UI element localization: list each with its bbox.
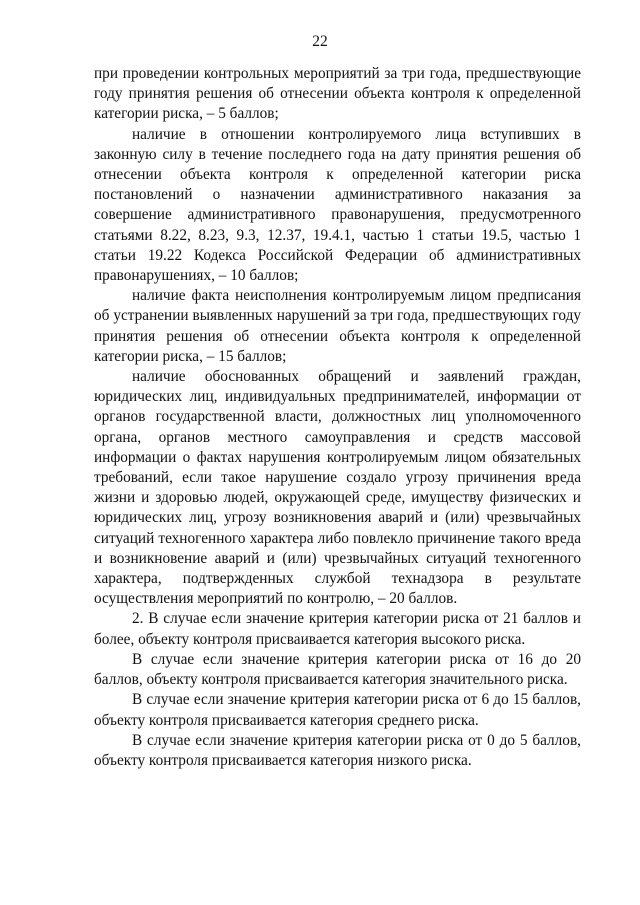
paragraph-administrative-penalties: наличие в отношении контролируемого лица вступивших в законную силу в течение последнего года на дату принятия решения об отнесении объекта контроля к определенной категории риска постановлений о назначении административного наказания за совершение административного правонарушения, предусмотренного статьями 8.22, 8.23, 9.3, 12.37, 19.4.1, частью 1 статьи 19.5, частью 1 статьи 19.22 Кодекса Российской Федерации об административных правонарушениях, – 10 баллов; — [94, 125, 581, 285]
paragraph-significant-risk: В случае если значение критерия категории риска от 16 до 20 баллов, объекту контроля присваивается категория значительного риска. — [94, 650, 581, 689]
paragraph-continuation: при проведении контрольных мероприятий за три года, предшествующие году принятия решения об отнесении объекта контроля к определенной категории риска, – 5 баллов; — [94, 65, 581, 123]
paragraph-low-risk: В случае если значение критерия категории риска от 0 до 5 баллов, объекту контроля присваивается категория низкого риска. — [94, 731, 581, 769]
document-body — [94, 64, 581, 771]
paragraph-high-risk: 2. В случае если значение критерия категории риска от 21 баллов и более, объекту контроля присваивается категория высокого риска. — [94, 610, 581, 648]
paragraph-unfulfilled-orders: наличие факта неисполнения контролируемым лицом предписания об устранении выявленных нарушений за три года, предшествующих году принятия решения об отнесении объекта контроля к определенной категории риска, – 15 баллов; — [94, 287, 581, 365]
paragraph-medium-risk: В случае если значение критерия категории риска от 6 до 15 баллов, объекту контроля присваивается категория среднего риска. — [94, 691, 581, 729]
page-number: 22 — [312, 33, 328, 50]
paragraph-complaints: наличие обоснованных обращений и заявлений граждан, юридических лиц, индивидуальных предпринимателей, информации от органов государственной власти, должностных лиц уполномоченного органа, органов местного самоуправления и средств массовой информации о фактах нарушения контролируемым лицом обязательных требований, если такое нарушение создало угрозу причинения вреда жизни и здоровью людей, окружающей среде, имуществу физических и юридических лиц, угрозу возникновения аварий и (или) чрезвычайных ситуаций техногенного характера либо повлекло причинение такого вреда и возникновение аварий и (или) чрезвычайных ситуаций техногенного характера, подтвержденных службой технадзора в результате осуществления мероприятий по контролю, – 20 баллов. — [94, 368, 581, 608]
